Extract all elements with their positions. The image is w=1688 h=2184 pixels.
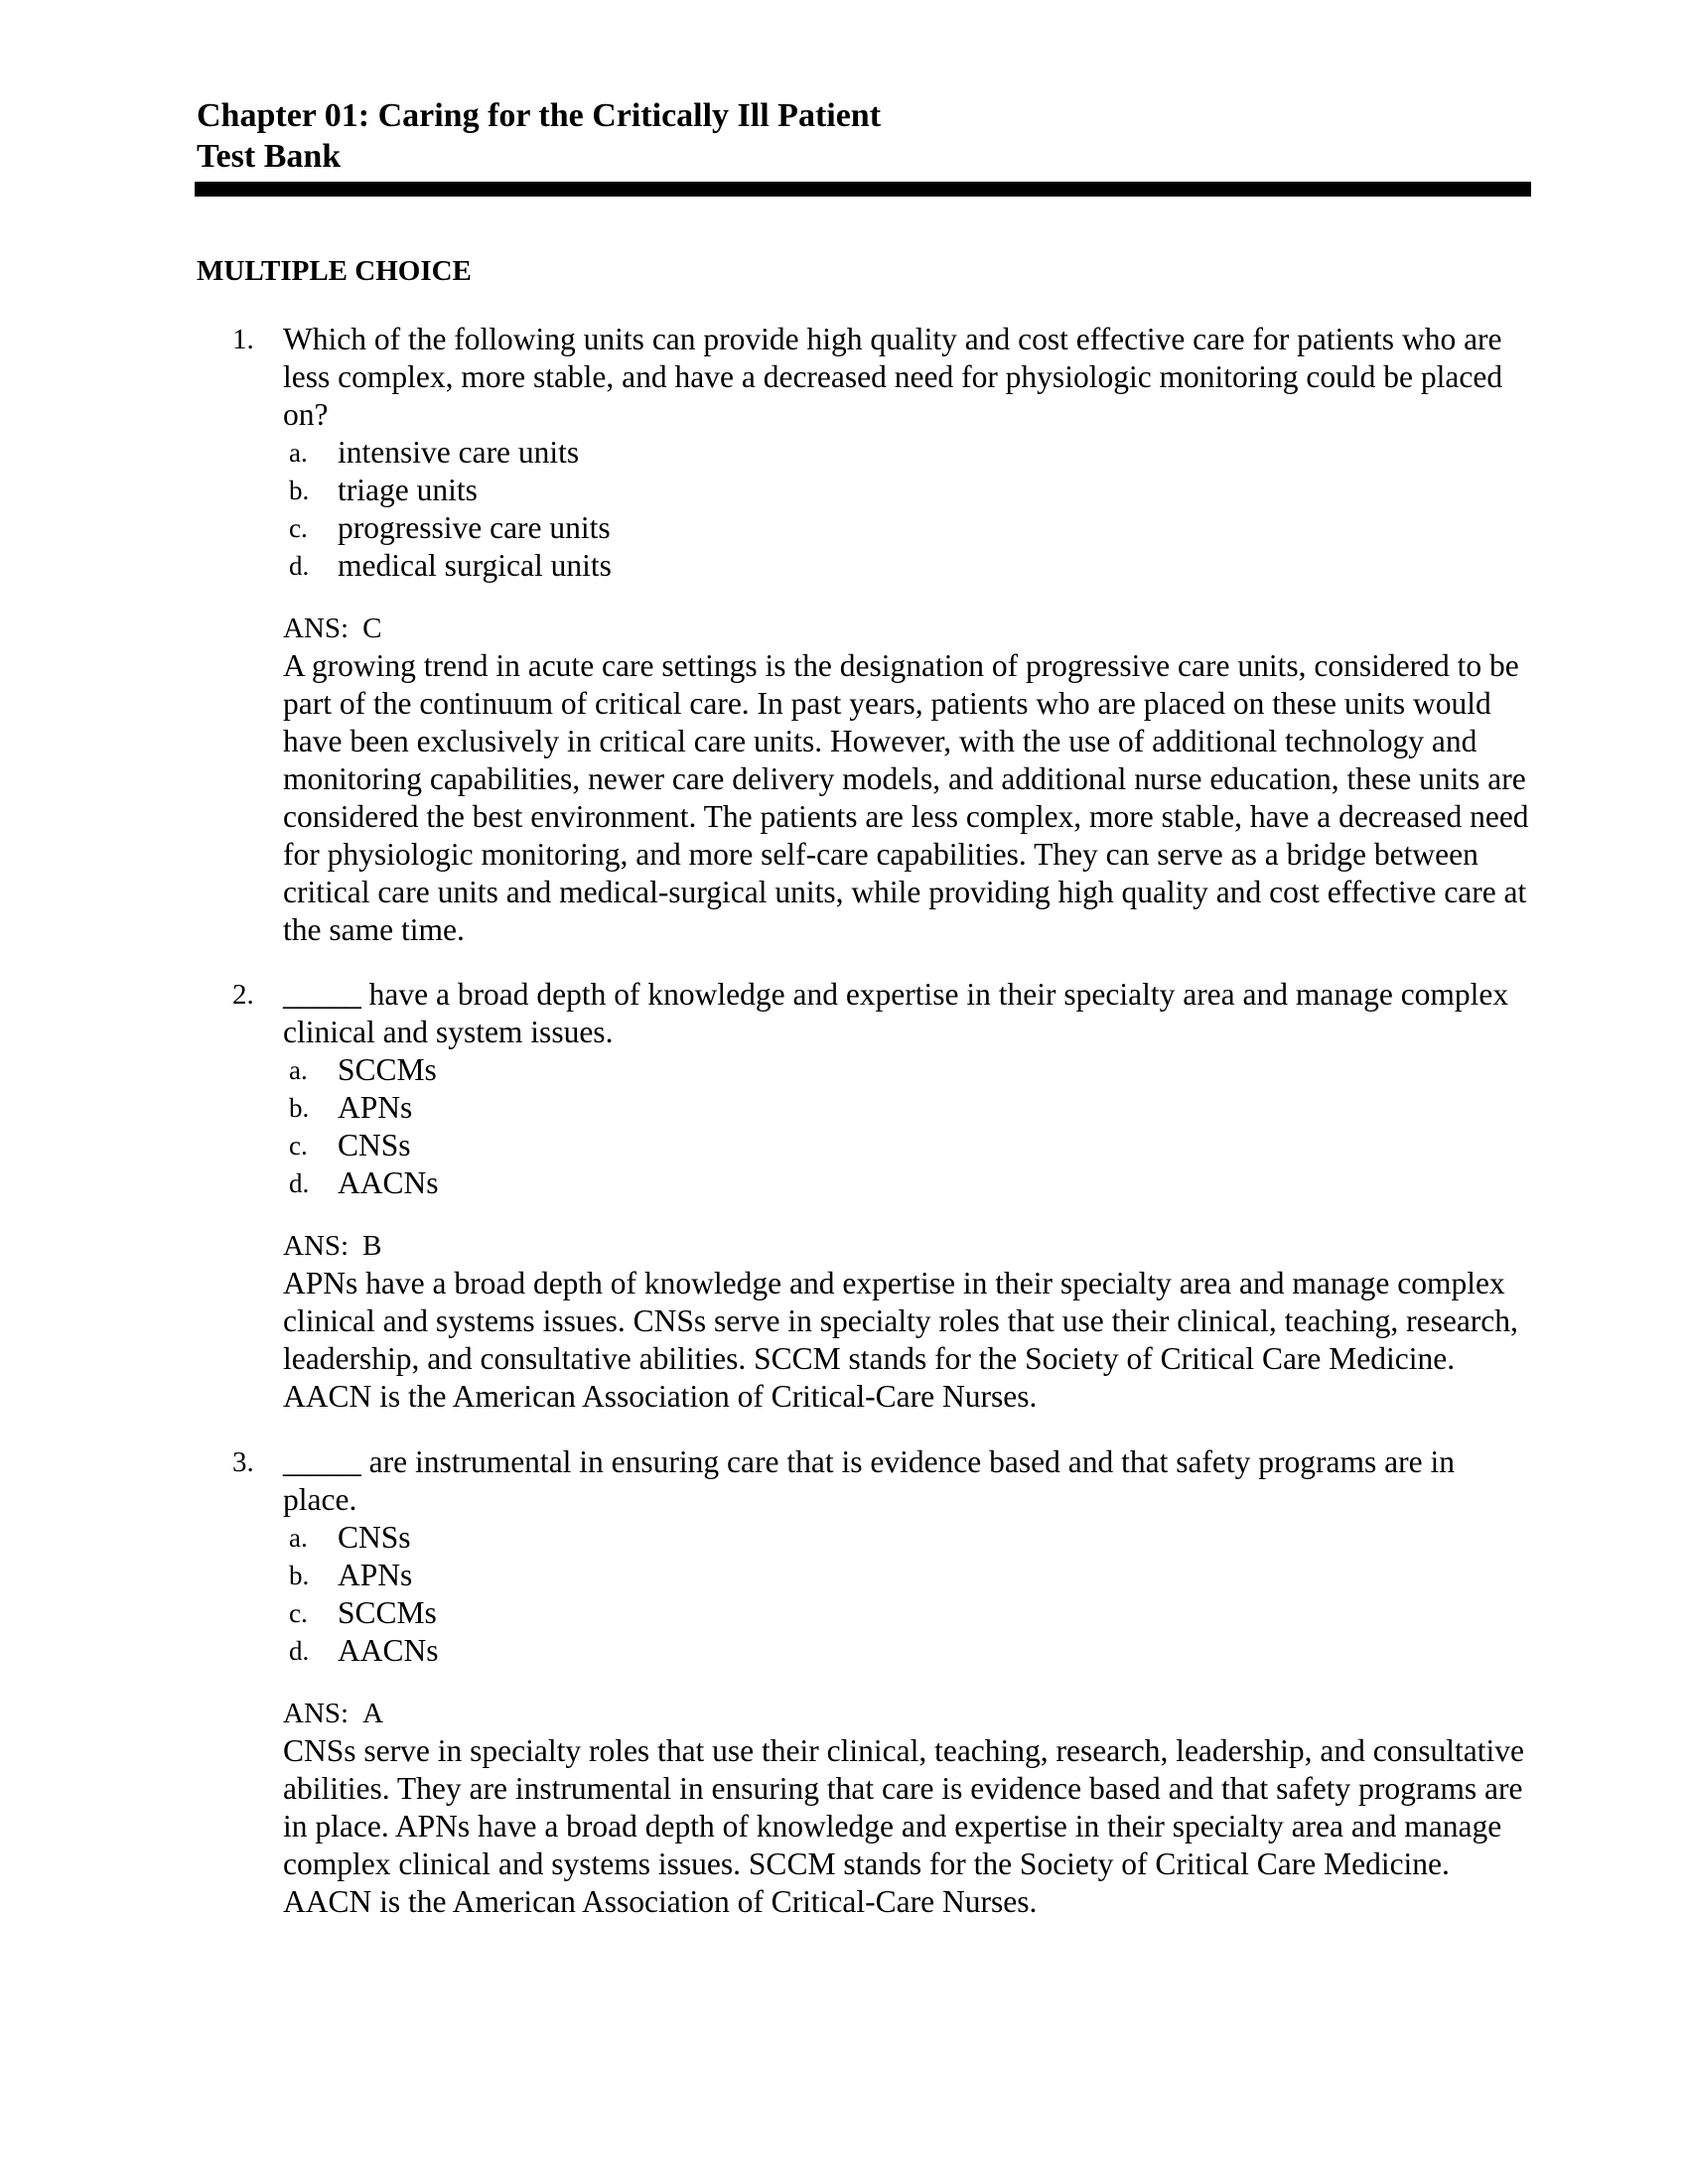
header-rule (195, 182, 1531, 197)
answer-rationale: APNs have a broad depth of knowledge and expertise in their specialty area and manage complex clinical and systems issues. CNSs serve in specialty roles that use their clinical, teaching, research, leadership, and consultative abilities. SCCM stands for the Society of Critical Care Medicine. AACN is the American Association of Critical-Care Nurses. (283, 1266, 1518, 1414)
choice-a (283, 1051, 1532, 1089)
choice-text: CNSs (338, 1128, 411, 1162)
choice-text: SCCMs (338, 1595, 437, 1630)
choice-d (283, 547, 1532, 585)
choice-letter: d. (289, 551, 310, 581)
choice-list (283, 1519, 1532, 1670)
choice-text: APNs (338, 1558, 413, 1592)
choice-letter: c. (289, 1131, 308, 1160)
choice-c (283, 1594, 1532, 1632)
choice-text: intensive care units (338, 435, 580, 470)
choice-b (283, 472, 1532, 509)
answer-block (283, 1695, 1532, 1921)
document-subtitle: Test Bank (197, 138, 342, 175)
answer-rationale: CNSs serve in specialty roles that use their clinical, teaching, research, leadership, and consultative abilities. They are instrumental in ensuring that care is evidence based and that safety programs are in place. APNs have a broad depth of knowledge and expertise in their specialty area and manage complex clinical and systems issues. SCCM stands for the Society of Critical Care Medicine. AACN is the American Association of Critical-Care Nurses. (283, 1733, 1524, 1919)
question-number: 1. (232, 324, 254, 355)
question-number: 3. (232, 1446, 254, 1478)
section-heading: MULTIPLE CHOICE (197, 255, 472, 287)
document-header (197, 95, 1527, 177)
choice-letter: a. (289, 1523, 308, 1553)
chapter-title: Chapter 01: Caring for the Critically Ill Patient (197, 97, 882, 134)
choice-text: SCCMs (338, 1052, 437, 1087)
choice-text: CNSs (338, 1520, 411, 1555)
question-stem: Which of the following units can provide high quality and cost effective care for patients who are less complex, more stable, and have a decreased need for physiologic monitoring could be placed on? (283, 322, 1503, 432)
answer-label: ANS: (283, 1698, 350, 1729)
answer-key: C (362, 613, 382, 644)
choice-letter: a. (289, 438, 308, 468)
question-body (283, 1443, 1532, 1921)
choice-letter: b. (289, 476, 310, 505)
choice-b (283, 1557, 1532, 1594)
question-number: 2. (232, 979, 254, 1011)
answer-block (283, 610, 1532, 949)
answer-line (283, 610, 1532, 647)
choice-b (283, 1089, 1532, 1127)
choice-text: triage units (338, 473, 478, 507)
choice-text: progressive care units (338, 510, 611, 545)
question-1 (197, 321, 1532, 949)
question-stem: _____ have a broad depth of knowledge and expertise in their specialty area and manage complex clinical and system issues. (283, 977, 1509, 1049)
choice-text: AACNs (338, 1633, 439, 1668)
choice-letter: c. (289, 513, 308, 543)
choice-text: AACNs (338, 1165, 439, 1200)
choice-letter: b. (289, 1093, 310, 1123)
choice-text: medical surgical units (338, 548, 612, 583)
choice-letter: d. (289, 1168, 310, 1198)
question-body (283, 976, 1532, 1416)
question-3 (197, 1443, 1532, 1921)
answer-label: ANS: (283, 1230, 350, 1262)
choice-text: APNs (338, 1090, 413, 1125)
answer-block (283, 1227, 1532, 1416)
question-body (283, 321, 1532, 949)
answer-rationale: A growing trend in acute care settings is the designation of progressive care units, considered to be part of the continuum of critical care. In past years, patients who are placed on these units would have been exclusively in critical care units. However, with the use of additional technology and monitoring capabilities, newer care delivery models, and additional nurse education, these units are considered the best environment. The patients are less complex, more stable, have a decreased need for physiologic monitoring, and more self-care capabilities. They can serve as a bridge between critical care units and medical-surgical units, while providing high quality and cost effective care at the same time. (283, 648, 1529, 947)
choice-letter: b. (289, 1561, 310, 1590)
choice-c (283, 1127, 1532, 1164)
question-stem: _____ are instrumental in ensuring care that is evidence based and that safety programs are in place. (283, 1444, 1455, 1517)
choice-c (283, 509, 1532, 547)
answer-line (283, 1227, 1532, 1265)
choice-d (283, 1164, 1532, 1202)
choice-letter: c. (289, 1598, 308, 1628)
choice-a (283, 1519, 1532, 1557)
answer-key: B (362, 1230, 382, 1262)
answer-label: ANS: (283, 613, 350, 644)
choice-a (283, 434, 1532, 472)
choice-letter: d. (289, 1636, 310, 1666)
choice-list (283, 1051, 1532, 1202)
choice-letter: a. (289, 1055, 308, 1085)
question-2 (197, 976, 1532, 1416)
choice-d (283, 1632, 1532, 1670)
answer-key: A (362, 1698, 384, 1729)
answer-line (283, 1695, 1532, 1732)
choice-list (283, 434, 1532, 585)
